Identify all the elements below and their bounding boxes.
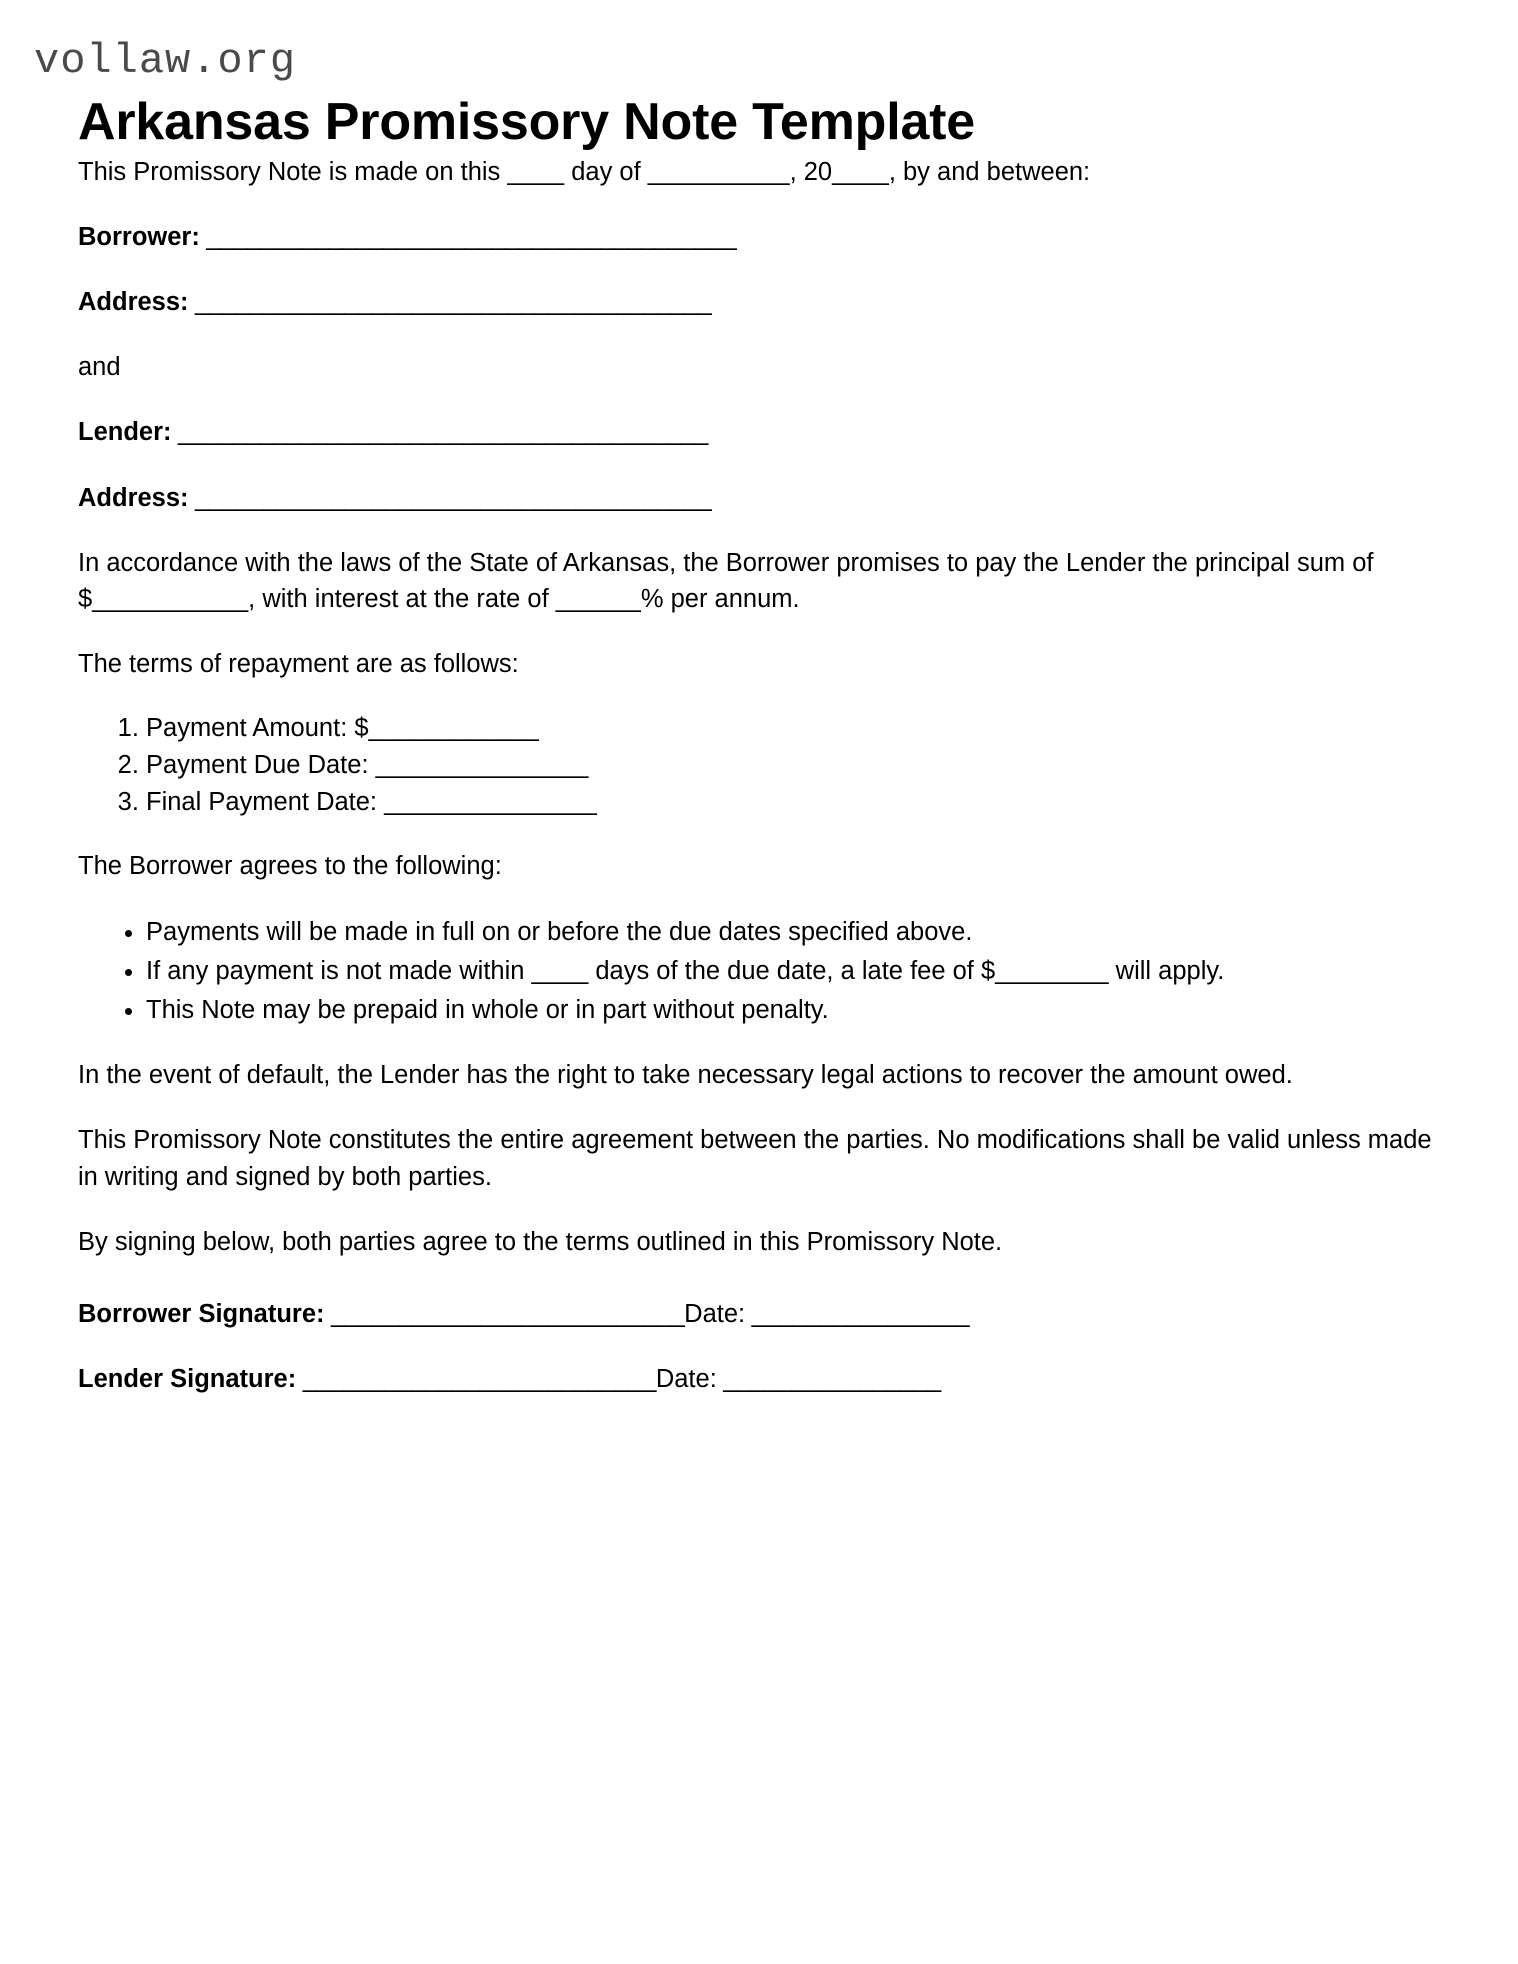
borrower-address-label: Address: xyxy=(78,287,189,316)
list-item: • If any payment is not made within ____ days of the due date, a late fee of $________ will apply. xyxy=(146,953,1440,989)
lender-date-blank[interactable]: ________________ xyxy=(716,1365,941,1394)
borrower-label: Borrower: xyxy=(78,222,200,251)
borrower-address-blank[interactable]: ______________________________________ xyxy=(188,287,712,316)
lender-field-row xyxy=(78,414,1440,450)
lender-address-blank[interactable]: ______________________________________ xyxy=(188,483,712,512)
intro-paragraph: This Promissory Note is made on this ____ day of __________, 20____, by and between: xyxy=(78,157,1091,186)
list-item: • Payments will be made in full on or before the due dates specified above. xyxy=(146,914,1440,950)
borrower-signature-row xyxy=(78,1296,1440,1332)
borrower-address-field-row xyxy=(78,284,1440,320)
page-title: Arkansas Promissory Note Template xyxy=(78,93,976,152)
accordance-paragraph: In accordance with the laws of the State of Arkansas, the Borrower promises to pay the Lender the principal sum of $___________, with interest at the rate of ______% per annum. xyxy=(78,548,1374,613)
lender-signature-label: Lender Signature: xyxy=(78,1365,297,1394)
by-signing-paragraph: By signing below, both parties agree to the terms outlined in this Promissory Note. xyxy=(78,1227,1003,1256)
site-logo: vollaw.org xyxy=(34,37,297,85)
and-connector: and xyxy=(78,353,121,382)
agrees-intro: The Borrower agrees to the following: xyxy=(78,852,502,881)
borrower-date-blank[interactable]: ________________ xyxy=(745,1300,969,1329)
lender-blank[interactable]: _______________________________________ xyxy=(171,418,708,447)
entire-agreement-paragraph: This Promissory Note constitutes the entire agreement between the parties. No modifications shall be valid unless made in writing and signed by both parties. xyxy=(78,1126,1432,1191)
borrower-signature-label: Borrower Signature: xyxy=(78,1300,325,1329)
borrower-blank[interactable]: _______________________________________ xyxy=(199,222,737,251)
repayment-terms-list xyxy=(78,711,1440,819)
terms-intro: The terms of repayment are as follows: xyxy=(78,650,519,679)
list-item: 2. Payment Due Date: _______________ xyxy=(146,748,1440,783)
lender-label: Lender: xyxy=(78,418,172,447)
lender-signature-blank[interactable]: __________________________ xyxy=(296,1365,656,1394)
default-paragraph: In the event of default, the Lender has the right to take necessary legal actions to recover the amount owed. xyxy=(78,1061,1293,1090)
list-item: 3. Final Payment Date: _______________ xyxy=(146,785,1440,820)
list-item: 1. Payment Amount: $____________ xyxy=(146,711,1440,746)
borrower-signature-blank[interactable]: __________________________ xyxy=(324,1300,685,1329)
borrower-date-label: Date: xyxy=(684,1300,746,1329)
lender-date-label: Date: xyxy=(655,1365,717,1394)
borrower-field-row xyxy=(78,219,1440,255)
lender-signature-row xyxy=(78,1361,1440,1397)
borrower-agreements-list xyxy=(78,914,1440,1029)
document-body xyxy=(0,154,1518,1398)
lender-address-label: Address: xyxy=(78,483,189,512)
lender-address-field-row xyxy=(78,480,1440,516)
list-item: • This Note may be prepaid in whole or in part without penalty. xyxy=(146,992,1440,1028)
